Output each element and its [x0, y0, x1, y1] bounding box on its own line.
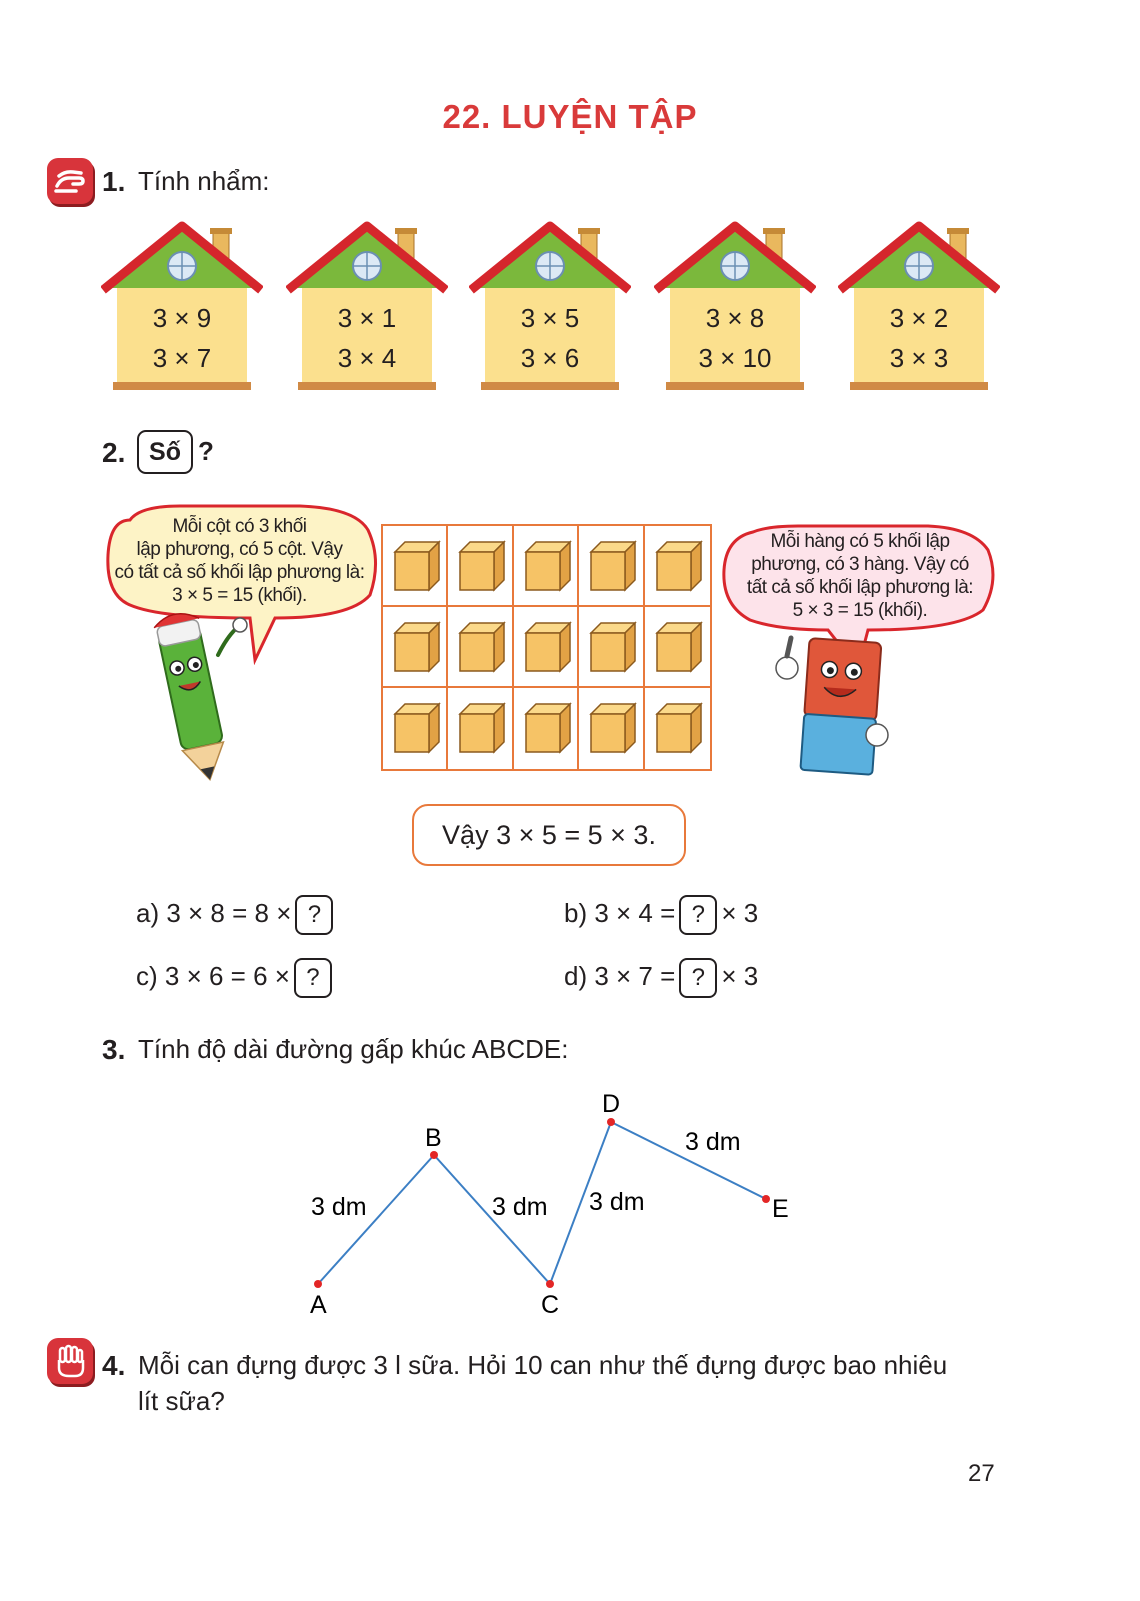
pencil-character-icon — [130, 610, 250, 785]
segment-ab-label: 3 dm — [311, 1193, 367, 1221]
item-b: b) 3 × 4 = ? × 3 — [564, 895, 758, 935]
cube-cell — [579, 526, 644, 607]
answer-box-d[interactable]: ? — [679, 958, 717, 998]
left-bubble-text: Mỗi cột có 3 khối lập phương, có 5 cột. Vậy có tất cả số khối lập phương là: 3 × 5 = 15 (khối). — [114, 516, 365, 606]
polyline-abcde — [0, 1080, 1140, 1320]
house-card — [286, 220, 448, 392]
exercise-2-question-mark: ? — [198, 436, 214, 466]
point-d — [607, 1118, 615, 1126]
label-d: D — [602, 1090, 621, 1118]
cube-icon — [645, 688, 710, 769]
exercise-4-line-2: lít sữa? — [138, 1386, 225, 1416]
label-e: E — [772, 1195, 789, 1223]
house-expr-top: 3 × 2 — [889, 303, 949, 333]
cube-cell — [383, 526, 448, 607]
cube-icon — [383, 688, 448, 769]
item-a: a) 3 × 8 = 8 × ? — [136, 895, 337, 935]
house-expr-bottom: 3 × 4 — [337, 343, 397, 373]
house-expr-top: 3 × 1 — [337, 303, 397, 333]
cube-cell — [448, 688, 513, 769]
house-card — [654, 220, 816, 392]
fist-icon — [47, 1338, 93, 1384]
cube-cell — [645, 688, 710, 769]
segment-bc-label: 3 dm — [492, 1193, 548, 1221]
point-c — [546, 1280, 554, 1288]
cube-cell — [383, 688, 448, 769]
cube-cell — [448, 607, 513, 688]
segment-de-label: 3 dm — [685, 1128, 741, 1156]
point-a — [314, 1280, 322, 1288]
cube-icon — [579, 688, 644, 769]
conclusion-box: Vậy 3 × 5 = 5 × 3. — [412, 804, 686, 866]
cube-cell — [645, 526, 710, 607]
house-expr-top: 3 × 9 — [152, 303, 212, 333]
house-expr-bottom: 3 × 10 — [698, 343, 772, 373]
exercise-4-line-1: Mỗi can đựng được 3 l sữa. Hỏi 10 can như thế đựng được bao nhiêu — [138, 1350, 948, 1380]
house-expr-top: 3 × 8 — [705, 303, 765, 333]
point-e — [762, 1195, 770, 1203]
right-bubble-text: Mỗi hàng có 5 khối lập phương, có 3 hàng. Vậy có tất cả số khối lập phương là: 5 × 3 = 15 (khối). — [746, 531, 974, 621]
exercise-1-number: 1. — [102, 166, 126, 197]
eraser-character-icon — [765, 630, 895, 780]
house-card — [469, 220, 631, 392]
page-title: 22. LUYỆN TẬP — [442, 98, 698, 135]
cube-grid — [381, 524, 712, 771]
cube-icon — [645, 607, 710, 688]
page-number: 27 — [968, 1460, 995, 1487]
cube-icon — [448, 607, 513, 688]
cube-icon — [645, 526, 710, 607]
house-expr-bottom: 3 × 7 — [152, 343, 212, 373]
house-expr-bottom: 3 × 6 — [520, 343, 580, 373]
cube-icon — [514, 526, 579, 607]
cube-icon — [514, 607, 579, 688]
hand-icon — [47, 158, 93, 204]
house-expr-bottom: 3 × 3 — [889, 343, 949, 373]
label-c: C — [541, 1291, 560, 1319]
cube-cell — [514, 526, 579, 607]
cube-cell — [514, 688, 579, 769]
point-b — [430, 1151, 438, 1159]
cube-cell — [514, 607, 579, 688]
segment-cd-label: 3 dm — [589, 1188, 645, 1216]
cube-cell — [579, 607, 644, 688]
cube-icon — [383, 607, 448, 688]
item-c: c) 3 × 6 = 6 × ? — [136, 958, 336, 998]
house-expr-top: 3 × 5 — [520, 303, 580, 333]
so-box: Số — [137, 430, 193, 474]
exercise-2-number: 2. — [102, 437, 126, 468]
label-a: A — [310, 1291, 327, 1319]
exercise-4-number: 4. — [102, 1350, 126, 1381]
exercise-3-instruction: Tính độ dài đường gấp khúc ABCDE: — [138, 1034, 569, 1064]
cube-cell — [645, 607, 710, 688]
cube-icon — [514, 688, 579, 769]
item-d: d) 3 × 7 = ? × 3 — [564, 958, 758, 998]
cube-cell — [383, 607, 448, 688]
answer-box-b[interactable]: ? — [679, 895, 717, 935]
cube-cell — [579, 688, 644, 769]
cube-icon — [579, 607, 644, 688]
cube-icon — [448, 526, 513, 607]
label-b: B — [425, 1124, 442, 1152]
answer-box-a[interactable]: ? — [295, 895, 333, 935]
exercise-3-number: 3. — [102, 1034, 126, 1065]
cube-icon — [383, 526, 448, 607]
house-card — [101, 220, 263, 392]
answer-box-c[interactable]: ? — [294, 958, 332, 998]
exercise-1-instruction: Tính nhẩm: — [138, 166, 270, 196]
cube-icon — [448, 688, 513, 769]
cube-icon — [579, 526, 644, 607]
house-card — [838, 220, 1000, 392]
cube-cell — [448, 526, 513, 607]
